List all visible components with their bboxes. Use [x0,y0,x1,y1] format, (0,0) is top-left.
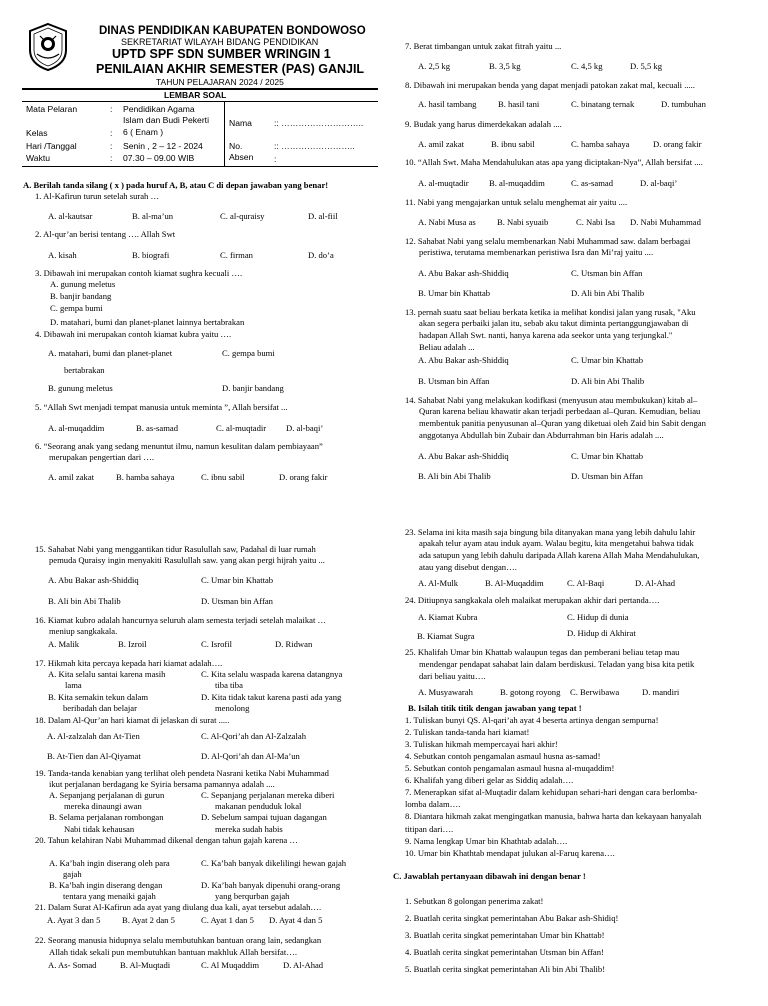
q9-option-a: A. amil zakat [418,139,465,149]
q24-option-c: C. Hidup di dunia [567,612,629,622]
q4-option-c: C. gempa bumi [222,348,275,358]
q4-option-d: D. banjir bandang [222,383,284,393]
q17-option-a: A. Kita selalu santai karena masih [48,669,166,679]
q20-option-c: C. Ka’bah banyak dikelilingi hewan gajah [201,858,347,868]
info-divider [224,102,225,166]
q11-option-d: D. Nabi Muhammad [630,217,701,227]
absen-field: : [274,154,277,164]
q7-option-a: A. 2,5 kg [418,61,450,71]
q16-option-d: D. Ridwan [275,639,313,649]
q24-option-b: B. Kiamat Sugra [417,631,475,641]
q14-option-b: B. Ali bin Abi Thalib [418,471,491,481]
q19-option-a: A. Sepanjang perjalanan di gurun [49,790,165,800]
q18-option-c: C. Al-Qori’ah dan Al-Zalzalah [201,731,306,741]
q2-option-c: C. firman [220,250,253,260]
q20-option-b: B. Ka’bah ingin diserang dengan [49,880,163,890]
question-1: 1. Al-Kafirun turun setelah surah … [35,191,160,201]
question-14-line-3: membentuk panitia penyusunan al–Quran yang diketuai oleh Zaid bin Sabit dengan [419,418,706,428]
q24-option-a: A. Kiamat Kubra [418,612,478,622]
question-23-line-4: atau yang disebut dengan…. [419,562,517,572]
question-23: 23. Selama ini kita masih saja bingung bila ditanyakan mana yang lebih dahulu lahir [405,527,696,537]
question-19: 19. Tanda-tanda kenabian yang terlihat oleh pendeta Nasrani ketika Nabi Muhammad [35,768,329,778]
question-15: 15. Sahabat Nabi yang menggantikan tidur Rasulullah saw, Padahal di luar rumah [35,544,316,554]
question-8: 8. Dibawah ini merupakan benda yang dapat menjadi patokan zakat mal, kecuali ..... [405,80,695,90]
question-17: 17. Hikmah kita percaya kepada hari kiamat adalah…. [35,658,223,668]
question-12-cont: peristiwa, terutama membenarkan peristiwa Isra dan Mi’raj yaitu .... [419,247,654,257]
q2-option-d: D. do’a [308,250,334,260]
question-22-cont: Allah tidak sekali pun membutuhkan bantuan makhluk Allah bersifat…. [49,947,297,957]
question-20: 20. Tahun kelahiran Nabi Muhammad dikenal dengan tahun gajah karena … [35,835,298,845]
q18-option-a: A. Al-zalzalah dan At-Tien [47,731,140,741]
q17-option-d: D. Kita tidak takut karena pasti ada yang [201,692,342,702]
section-c-item-5: 5. Buatlah cerita singkat pemerintahan Ali bin Abi Thalib! [405,964,606,974]
q3-option-d: D. matahari, bumi dan planet-planet lainnya bertabrakan [50,317,245,327]
q25-option-d: D. mandiri [642,687,680,697]
q23-option-a: A. Al-Mulk [418,578,459,588]
q7-option-b: B. 3,5 kg [489,61,521,71]
q8-option-a: A. hasil tambang [418,99,477,109]
q25-option-a: A. Musyawarah [418,687,473,697]
q4-option-a: A. matahari, bumi dan planet-planet [48,348,173,358]
q11-option-c: C. Nabi Isa [576,217,615,227]
section-b-item-1: 1. Tuliskan bunyi QS. Al-qari’ah ayat 4 beserta artinya dengan sempurna! [405,715,659,725]
no-label: No. [229,141,243,151]
no-field: :: …………………….. [274,141,355,151]
q17-option-b: B. Kita semakin tekun dalam [48,692,148,702]
q8-option-b: B. hasil tani [498,99,540,109]
q19-option-c-cont: makanan penduduk lokal [215,801,302,811]
q19-option-a-cont: mereka dinaungi awan [64,801,142,811]
question-3: 3. Dibawah ini merupakan contoh kiamat sughra kecuali …. [35,268,243,278]
section-c-item-4: 4. Buatlah cerita singkat pemerintahan Utsman bin Affan! [405,947,604,957]
subject-value: Pendidikan Agama [123,104,195,114]
subject-value-2: Islam dan Budi Pekerti [123,115,209,125]
q23-option-c: C. Al-Baqi [567,578,605,588]
q2-option-b: B. biografi [132,250,170,260]
q19-option-d: D. Sebelum sampai tujuan dagangan [201,812,327,822]
section-b-instruction: B. Isilah titik titik dengan jawaban yang tepat ! [408,703,582,713]
question-18: 18. Dalam Al-Qur’an hari kiamat di jelaskan di surat ..... [35,715,230,725]
date-label: Hari /Tanggal [26,141,77,151]
regency-logo [26,22,70,72]
question-22: 22. Seorang manusia hidupnya selalu membutuhkan bantuan orang lain, sedangkan [35,935,322,945]
q4-option-a-cont: bertabrakan [64,365,105,375]
question-25-line-2: mendengar pendapat sahabat lain dalam berdiskusi. Teladan yang bisa kita petik [419,659,695,669]
q3-option-c: C. gempa bumi [50,303,103,313]
question-23-line-2: apakah telur ayam atau induk ayam. Walau begitu, kita mengetahui bahwa tidak [419,538,694,548]
section-b-item-8: 8. Diantara hikmah zakat mengingatkan manusia, bahwa harta dan kekayaan hanyalah [405,811,702,821]
question-2: 2. Al-qur’an berisi tentang …. Allah Swt [35,229,176,239]
section-b-item-7-cont: lomba dalam…. [405,799,461,809]
exam-title: PENILAIAN AKHIR SEMESTER (PAS) GANJIL [96,62,365,76]
q23-option-b: B. Al-Muqaddim [485,578,544,588]
q18-option-d: D. Al-Qori’ah dan Al-Ma’un [201,751,300,761]
q15-option-a: A. Abu Bakar ash-Shiddiq [48,575,139,585]
sekretariat-title: SEKRETARIAT WILAYAH BIDANG PENDIDIKAN [121,37,319,47]
year-title: TAHUN PELAJARAN 2024 / 2025 [156,77,284,87]
section-b-item-10: 10. Umar bin Khathtab mendapat julukan al-Faruq karena…. [405,848,615,858]
question-24: 24. Ditiupnya sangkakala oleh malaikat merupakan akhir dari pertanda…. [405,595,660,605]
section-b-item-6: 6. Khalifah yang diberi gelar as Siddiq adalah…. [405,775,574,785]
q12-option-d: D. Ali bin Abi Thalib [571,288,645,298]
q1-option-a: A. al-kautsar [48,211,93,221]
section-b-item-4: 4. Sebutkan contoh pengamalan asmaul husna as-samad! [405,751,601,761]
q4-option-b: B. gunung meletus [48,383,113,393]
name-field: :: ……………………….. [274,118,364,128]
time-label: Waktu [26,153,51,163]
q17-option-c-cont: tiba tiba [215,680,243,690]
absen-label: Absen [229,152,254,162]
q14-option-c: C. Umar bin Khattab [571,451,644,461]
q21-option-d: D. Ayat 4 dan 5 [269,915,323,925]
section-a-instruction: A. Berilah tanda silang ( x ) pada huruf A, B, atau C di depan jawaban yang benar! [23,180,329,190]
q11-option-a: A. Nabi Musa as [418,217,476,227]
info-bottom-rule [22,166,378,167]
question-12: 12. Sahabat Nabi yang selalu membenarkan Nabi Muhammad saw. dalam berbagai [405,236,691,246]
q17-option-a-cont: lama [65,680,82,690]
question-16-cont: meniup sangkakala. [49,626,118,636]
section-b-item-5: 5. Sebutkan contoh pengamalan asmaul husna al-muqaddim! [405,763,615,773]
q25-option-c: C. Berwibawa [570,687,620,697]
q6-option-d: D. orang fakir [279,472,328,482]
q21-option-b: B. Ayat 2 dan 5 [122,915,175,925]
sheet-title: LEMBAR SOAL [164,90,227,100]
q10-option-d: D. al-baqi’ [640,178,678,188]
q23-option-d: D. Al-Ahad [635,578,676,588]
q15-option-b: B. Ali bin Abi Thalib [48,596,121,606]
q3-option-a: A. gunung meletus [50,279,116,289]
subject-label: Mata Pelaran [26,104,78,114]
q17-option-d-cont: menolong [215,703,250,713]
q7-option-d: D. 5,5 kg [630,61,662,71]
q19-option-d-cont: mereka sudah habis [215,824,283,834]
time-value: 07.30 – 09.00 WIB [123,153,195,163]
q9-option-d: D. orang fakir [653,139,702,149]
q25-option-b: B. gotong royong [500,687,561,697]
q8-option-d: D. tumbuhan [661,99,706,109]
q20-option-a: A. Ka’bah ingin diserang oleh para [49,858,170,868]
q14-option-d: D. Utsman bin Affan [571,471,643,481]
question-6: 6. “Seorang anak yang sedang menuntut ilmu, namun kesulitan dalam pembiayaan” [35,441,323,451]
section-b-item-3: 3. Tuliskan hikmah mempercayai hari akhir! [405,739,558,749]
q15-option-d: D. Utsman bin Affan [201,596,273,606]
question-25-line-3: dari beliau yaitu…. [419,671,486,681]
question-13-line-4: Beliau adalah ... [419,342,475,352]
question-4: 4. Dibawah ini merupakan contoh kiamat kubra yaitu …. [35,329,232,339]
question-23-line-3: ada satupun yang lebih dahulu daripada Allah karena Allah Maha Mendahulukan, [419,550,700,560]
q17-option-b-cont: beribadah dan belajar [63,703,137,713]
q5-option-a: A. al-muqaddim [48,423,105,433]
question-15-cont: pemuda Quraisy ingin menyakiti Rasulullah saw. yang akan pergi hijrah yaitu ... [49,555,325,565]
q14-option-a: A. Abu Bakar ash-Shiddiq [418,451,509,461]
q20-option-d-cont: yang berqurban gajah [215,891,290,901]
q15-option-c: C. Umar bin Khattab [201,575,274,585]
q8-option-c: C. binatang ternak [571,99,635,109]
question-11: 11. Nabi yang mengajarkan untuk selalu menghemat air yaitu .... [405,197,628,207]
q10-option-c: C. as-samad [571,178,614,188]
q17-option-c: C. Kita selalu waspada karena datangnya [201,669,343,679]
class-colon: : [110,128,113,138]
q2-option-a: A. kisah [48,250,77,260]
question-7: 7. Berat timbangan untuk zakat fitrah yaitu ... [405,41,562,51]
q16-option-a: A. Malik [48,639,80,649]
q10-option-b: B. al-muqaddim [489,178,545,188]
q13-option-b: B. Utsman bin Affan [418,376,490,386]
q16-option-b: B. Izroil [118,639,147,649]
section-c-instruction: C. Jawablah pertanyaan dibawah ini dengan benar ! [393,871,586,881]
q5-option-c: C. al-muqtadir [216,423,267,433]
question-14-line-4: anggotanya Abdullah bin Zubair dan Abdurrahman bin Haris adalah .... [419,430,664,440]
date-value: Senin , 2 – 12 - 2024 [123,141,203,151]
q6-option-a: A. amil zakat [48,472,95,482]
q19-option-b-cont: Nabi tidak kehausan [64,824,135,834]
section-c-item-3: 3. Buatlah cerita singkat pemerintahan Umar bin Khattab! [405,930,605,940]
question-19-cont: ikut perjalanan berdagang ke Syiria bersama pamannya adalah .... [49,779,275,789]
q6-option-b: B. hamba sahaya [116,472,175,482]
question-6-cont: merupakan pengertian dari …. [49,452,154,462]
q20-option-a-cont: gajah [63,869,82,879]
q6-option-c: C. ibnu sabil [201,472,245,482]
time-colon: : [110,153,113,163]
sheet-rule [22,101,378,102]
section-b-item-7: 7. Menerapkan sifat al-Muqtadir dalam kehidupan sehari-hari dengan cara berlomba- [405,787,698,797]
q11-option-b: B. Nabi syuaib [497,217,549,227]
q24-option-d: D. Hidup di Akhirat [567,628,636,638]
q20-option-d: D. Ka’bah banyak dipenuhi orang-orang [201,880,341,890]
q19-option-b: B. Selama perjalanan rombongan [49,812,164,822]
q12-option-a: A. Abu Bakar ash-Shiddiq [418,268,509,278]
date-colon: : [110,141,113,151]
q9-option-b: B. ibnu sabil [491,139,535,149]
q18-option-b: B. At-Tien dan Al-Qiyamat [47,751,141,761]
q19-option-c: C. Sepanjang perjalanan mereka diberi [201,790,335,800]
q13-option-a: A. Abu Bakar ash-Shiddiq [418,355,509,365]
question-9: 9. Budak yang harus dimerdekakan adalah .... [405,119,562,129]
q22-option-b: B. Al-Muqtadi [120,960,171,970]
question-13: 13. pernah suatu saat beliau berkata ketika ia melihat kondisi jalan yang rusak, "Aku [405,307,696,317]
q12-option-b: B. Umar bin Khattab [418,288,491,298]
question-25: 25. Khalifah Umar bin Khattab walaupun tegas dan pemberani beliau tetap mau [405,647,680,657]
question-21: 21. Dalam Surat Al-Kafirun ada ayat yang diulang dua kali, ayat tersebut adalah…. [35,902,322,912]
subject-colon: : [110,104,113,114]
q16-option-c: C. Isrofil [201,639,233,649]
q1-option-b: B. al-ma’un [132,211,174,221]
school-title: UPTD SPF SDN SUMBER WRINGIN 1 [112,47,331,61]
q1-option-c: C. al-quraisy [220,211,265,221]
q22-option-d: D. Al-Ahad [283,960,324,970]
q7-option-c: C. 4,5 kg [571,61,603,71]
question-14: 14. Sahabat Nabi yang melakukan kodifkasi (menyusun atau membukukan) kitab al– [405,395,698,405]
q22-option-a: A. As- Somad [48,960,97,970]
class-value: 6 ( Enam ) [123,127,164,137]
question-13-line-2: akan segera perbaiki jalan itu, sebab aku takut diminta pertanggungjawaban di [419,318,689,328]
question-5: 5. “Allah Swt menjadi tempat manusia untuk meminta ”, Allah bersifat ... [35,402,288,412]
question-13-line-3: hadapan Allah Swt. nanti, hanya karena ada seekor unta yang terjungkal." [419,330,673,340]
q9-option-c: C. hamba sahaya [571,139,630,149]
question-16: 16. Kiamat kubro adalah hancurnya seluruh alam semesta terjadi setelah malaikat … [35,615,327,625]
class-label: Kelas [26,128,48,138]
question-14-line-2: Quran karena beliau khawatir akan terjadi perbedaan al–Quran. Kemudian, beliau [419,406,701,416]
q12-option-c: C. Utsman bin Affan [571,268,643,278]
dinas-title: DINAS PENDIDIKAN KABUPATEN BONDOWOSO [99,25,366,37]
q20-option-b-cont: tentara yang menaiki gajah [63,891,156,901]
q5-option-b: B. as-samad [136,423,179,433]
section-c-item-1: 1. Sebutkan 8 golongan penerima zakat! [405,896,544,906]
section-b-item-9: 9. Nama lengkap Umar bin Khathtab adalah…. [405,836,568,846]
question-10: 10. “Allah Swt. Maha Mendahulukan atas apa yang diciptakan-Nya”, Allah bersifat .... [405,157,703,167]
section-b-item-8-cont: titipan dari…. [405,824,454,834]
q13-option-c: C. Umar bin Khattab [571,355,644,365]
name-label: Nama [229,118,252,128]
q22-option-c: C. Al Muqaddim [201,960,260,970]
section-b-item-2: 2. Tuliskan tanda-tanda hari kiamat! [405,727,530,737]
q13-option-d: D. Ali bin Abi Thalib [571,376,645,386]
q21-option-c: C. Ayat 1 dan 5 [201,915,254,925]
q21-option-a: A. Ayat 3 dan 5 [47,915,101,925]
q1-option-d: D. al-fiil [308,211,338,221]
q10-option-a: A. al-muqtadir [418,178,469,188]
section-c-item-2: 2. Buatlah cerita singkat pemerintahan Abu Bakar ash-Shidiq! [405,913,619,923]
q5-option-d: D. al-baqi’ [286,423,324,433]
q3-option-b: B. banjir bandang [50,291,112,301]
